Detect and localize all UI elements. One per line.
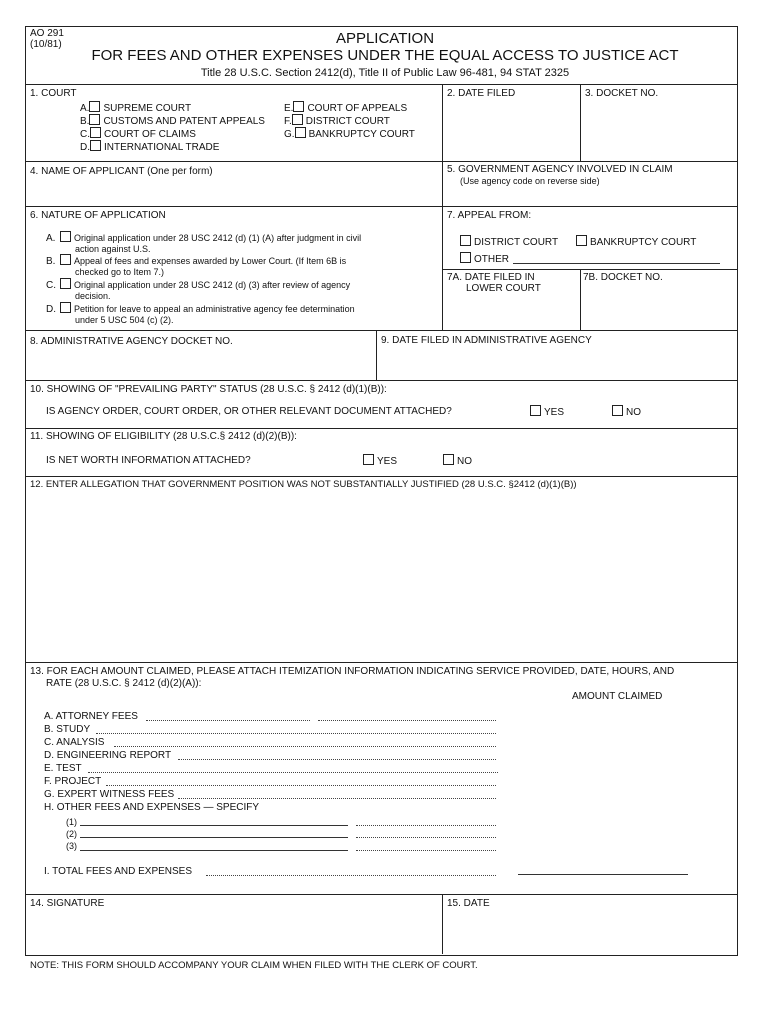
court-option-supreme[interactable] xyxy=(80,101,191,115)
appeal-other-label: OTHER xyxy=(474,254,509,265)
fee-item-study: B. STUDY xyxy=(44,724,91,735)
nature-option-text: Original application under 28 USC 2412 (d) (1) (A) after judgment in civil xyxy=(74,233,362,243)
court-option-label: COURT OF CLAIMS xyxy=(104,129,196,140)
date-lower-label: 7A. DATE FILED IN xyxy=(447,272,535,283)
fee-item-analysis: C. ANALYSIS xyxy=(44,737,105,748)
court-option-label: DISTRICT COURT xyxy=(305,116,390,127)
admin-docket-label: 8. ADMINISTRATIVE AGENCY DOCKET NO. xyxy=(30,336,233,347)
nature-option-d[interactable] xyxy=(46,302,355,316)
court-letter: C. xyxy=(80,129,90,140)
other-line-2-amount[interactable] xyxy=(356,837,496,838)
other-line-1-amount[interactable] xyxy=(356,825,496,826)
nature-option-c[interactable] xyxy=(46,278,350,292)
amounts-label: 13. FOR EACH AMOUNT CLAIMED, PLEASE ATTACH ITEMIZATION INFORMATION INDICATING SERVICE PROVIDED, DATE, HOURS, AND xyxy=(30,666,675,677)
rule-row1 xyxy=(25,161,737,162)
prevailing-no[interactable] xyxy=(612,405,641,419)
applicant-label: 4. NAME OF APPLICANT (One per form) xyxy=(30,166,213,177)
yes-label: YES xyxy=(544,407,565,418)
nature-option-a[interactable] xyxy=(46,231,361,245)
nature-label: 6. NATURE OF APPLICATION xyxy=(30,210,166,221)
fee-test-line[interactable] xyxy=(88,772,498,773)
agency-field[interactable] xyxy=(443,188,735,205)
fee-analysis-line[interactable] xyxy=(114,746,496,747)
fee-item-expert: G. EXPERT WITNESS FEES xyxy=(44,789,175,800)
fee-study-line[interactable] xyxy=(96,733,496,734)
rule-row4 xyxy=(25,380,737,381)
court-option-claims[interactable] xyxy=(80,127,196,141)
other-line-1-label: (1) xyxy=(66,817,77,827)
fee-total-line[interactable] xyxy=(206,875,496,876)
nature-option-text: Petition for leave to appeal an administrative agency fee determination xyxy=(74,304,355,314)
checkbox-icon[interactable] xyxy=(295,127,306,138)
other-line-3-desc[interactable] xyxy=(80,850,348,851)
eligibility-yes[interactable] xyxy=(363,454,397,468)
docket-no-label: 3. DOCKET NO. xyxy=(585,88,659,99)
rule-row8 xyxy=(25,894,737,895)
appeal-bankruptcy-label: BANKRUPTCY COURT xyxy=(590,237,697,248)
court-letter: G. xyxy=(284,129,295,140)
rule-row6 xyxy=(25,476,737,477)
checkbox-icon[interactable] xyxy=(460,235,471,246)
checkbox-icon[interactable] xyxy=(292,114,303,125)
agency-label: 5. GOVERNMENT AGENCY INVOLVED IN CLAIM xyxy=(447,164,673,175)
nature-letter: C. xyxy=(46,280,56,291)
rule-row2 xyxy=(25,206,737,207)
court-option-customs[interactable] xyxy=(80,114,265,128)
checkbox-icon[interactable] xyxy=(60,231,71,242)
admin-docket-field[interactable] xyxy=(26,348,375,379)
checkbox-icon[interactable] xyxy=(443,454,454,465)
eligibility-no[interactable] xyxy=(443,454,472,468)
admin-date-label: 9. DATE FILED IN ADMINISTRATIVE AGENCY xyxy=(381,335,592,346)
form-title-full: FOR FEES AND OTHER EXPENSES UNDER THE EQUAL ACCESS TO JUSTICE ACT xyxy=(91,47,679,64)
fee-item-other: H. OTHER FEES AND EXPENSES — SPECIFY xyxy=(44,802,260,813)
eligibility-question: IS NET WORTH INFORMATION ATTACHED? xyxy=(46,455,251,466)
amounts-label-cont: RATE (28 U.S.C. § 2412 (d)(2)(A)): xyxy=(46,678,202,689)
hrule-7a xyxy=(442,269,737,270)
form-revision: (10/81) xyxy=(30,39,62,50)
nature-option-d-cont: under 5 USC 504 (c) (2). xyxy=(75,315,174,325)
form-code: AO 291 xyxy=(30,28,64,39)
allegation-textarea[interactable] xyxy=(26,492,735,660)
checkbox-icon[interactable] xyxy=(293,101,304,112)
appeal-district-label: DISTRICT COURT xyxy=(474,237,559,248)
appeal-label: 7. APPEAL FROM: xyxy=(447,210,532,221)
other-line-1-desc[interactable] xyxy=(80,825,348,826)
nature-letter: B. xyxy=(46,256,56,267)
court-option-bankruptcy[interactable] xyxy=(284,127,415,141)
allegation-label: 12. ENTER ALLEGATION THAT GOVERNMENT POSITION WAS NOT SUBSTANTIALLY JUSTIFIED (28 U.S.C. §2412 (d)(1)(B)) xyxy=(30,479,577,490)
form-title: APPLICATION xyxy=(335,30,435,47)
nature-option-a-cont: action against U.S. xyxy=(75,244,151,254)
admin-date-field[interactable] xyxy=(377,348,735,379)
no-label: NO xyxy=(457,456,472,467)
fee-item-total: I. TOTAL FEES AND EXPENSES xyxy=(44,866,193,877)
yes-label: YES xyxy=(377,456,398,467)
eligibility-label: 11. SHOWING OF ELIGIBILITY (28 U.S.C.§ 2412 (d)(2)(B)): xyxy=(30,431,297,442)
fee-engineering-line[interactable] xyxy=(178,759,496,760)
court-letter: D. xyxy=(80,142,90,153)
fee-project-line[interactable] xyxy=(106,785,496,786)
date-filed-label: 2. DATE FILED xyxy=(447,88,516,99)
checkbox-icon[interactable] xyxy=(363,454,374,465)
rule-row7 xyxy=(25,662,737,663)
rule-row5 xyxy=(25,428,737,429)
checkbox-icon[interactable] xyxy=(60,278,71,289)
court-letter: A. xyxy=(80,103,90,114)
date-lower-label-cont: LOWER COURT xyxy=(466,283,541,294)
rule-header xyxy=(25,84,737,85)
nature-option-text: Appeal of fees and expenses awarded by Lower Court. (If Item 6B is xyxy=(74,256,347,266)
docket-no-field[interactable] xyxy=(581,100,735,160)
court-letter: B. xyxy=(80,116,90,127)
signature-label: 14. SIGNATURE xyxy=(30,898,105,909)
prevailing-label: 10. SHOWING OF "PREVAILING PARTY" STATUS (28 U.S.C. § 2412 (d)(1)(B)): xyxy=(30,384,387,395)
checkbox-icon[interactable] xyxy=(530,405,541,416)
checkbox-icon[interactable] xyxy=(60,254,71,265)
nature-letter: D. xyxy=(46,304,56,315)
checkbox-icon[interactable] xyxy=(576,235,587,246)
rule-row3 xyxy=(25,330,737,331)
other-line-2-label: (2) xyxy=(66,829,77,839)
signature-field[interactable] xyxy=(26,910,441,953)
checkbox-icon[interactable] xyxy=(460,252,471,263)
court-option-label: INTERNATIONAL TRADE xyxy=(104,142,220,153)
date-filed-field[interactable] xyxy=(443,100,579,160)
date-label: 15. DATE xyxy=(447,898,490,909)
nature-option-c-cont: decision. xyxy=(75,291,111,301)
checkbox-icon[interactable] xyxy=(90,127,101,138)
court-label: 1. COURT xyxy=(30,88,77,99)
court-option-label: CUSTOMS AND PATENT APPEALS xyxy=(103,116,265,127)
court-option-appeals[interactable] xyxy=(284,101,407,115)
docket-lower-label: 7B. DOCKET NO. xyxy=(583,272,663,283)
nature-option-b-cont: checked go to Item 7.) xyxy=(75,267,165,277)
nature-option-b[interactable] xyxy=(46,254,346,268)
other-line-3-amount[interactable] xyxy=(356,850,496,851)
footer-note: NOTE: THIS FORM SHOULD ACCOMPANY YOUR CLAIM WHEN FILED WITH THE CLERK OF COURT. xyxy=(30,960,478,971)
court-option-label: BANKRUPTCY COURT xyxy=(308,129,415,140)
prevailing-question: IS AGENCY ORDER, COURT ORDER, OR OTHER RELEVANT DOCUMENT ATTACHED? xyxy=(46,406,452,417)
checkbox-icon[interactable] xyxy=(90,140,101,151)
court-option-district[interactable] xyxy=(284,114,390,128)
checkbox-icon[interactable] xyxy=(89,114,100,125)
checkbox-icon[interactable] xyxy=(612,405,623,416)
other-line-2-desc[interactable] xyxy=(80,837,348,838)
checkbox-icon[interactable] xyxy=(89,101,100,112)
appeal-district[interactable] xyxy=(460,235,558,249)
agency-note: (Use agency code on reverse side) xyxy=(460,176,600,186)
appeal-other[interactable] xyxy=(460,252,509,266)
fee-item-attorney: A. ATTORNEY FEES xyxy=(44,711,138,722)
fee-item-project: F. PROJECT xyxy=(44,776,102,787)
checkbox-icon[interactable] xyxy=(60,302,71,313)
fee-item-test: E. TEST xyxy=(44,763,82,774)
vrule-7ab xyxy=(580,269,581,330)
fee-expert-line[interactable] xyxy=(178,798,496,799)
fee-attorney-desc[interactable] xyxy=(146,720,310,721)
court-option-label: COURT OF APPEALS xyxy=(307,103,408,114)
no-label: NO xyxy=(626,407,641,418)
prevailing-yes[interactable] xyxy=(530,405,564,419)
date-field[interactable] xyxy=(443,910,735,953)
nature-option-text: Original application under 28 USC 2412 (d) (3) after review of agency xyxy=(74,280,351,290)
amount-claimed-header: AMOUNT CLAIMED xyxy=(572,691,663,702)
other-line-3-label: (3) xyxy=(66,841,77,851)
appeal-bankruptcy[interactable] xyxy=(576,235,696,249)
fee-attorney-amount[interactable] xyxy=(318,720,496,721)
total-amount-field[interactable] xyxy=(518,874,688,875)
court-letter: E. xyxy=(284,103,294,114)
court-letter: F. xyxy=(284,116,292,127)
form-subtitle: Title 28 U.S.C. Section 2412(d), Title II of Public Law 96-481, 94 STAT 2325 xyxy=(200,67,570,79)
court-option-label: SUPREME COURT xyxy=(103,103,192,114)
appeal-other-field[interactable] xyxy=(513,263,720,264)
nature-letter: A. xyxy=(46,233,56,244)
court-option-intl-trade[interactable] xyxy=(80,140,219,154)
applicant-field[interactable] xyxy=(26,178,441,205)
fee-item-engineering: D. ENGINEERING REPORT xyxy=(44,750,172,761)
